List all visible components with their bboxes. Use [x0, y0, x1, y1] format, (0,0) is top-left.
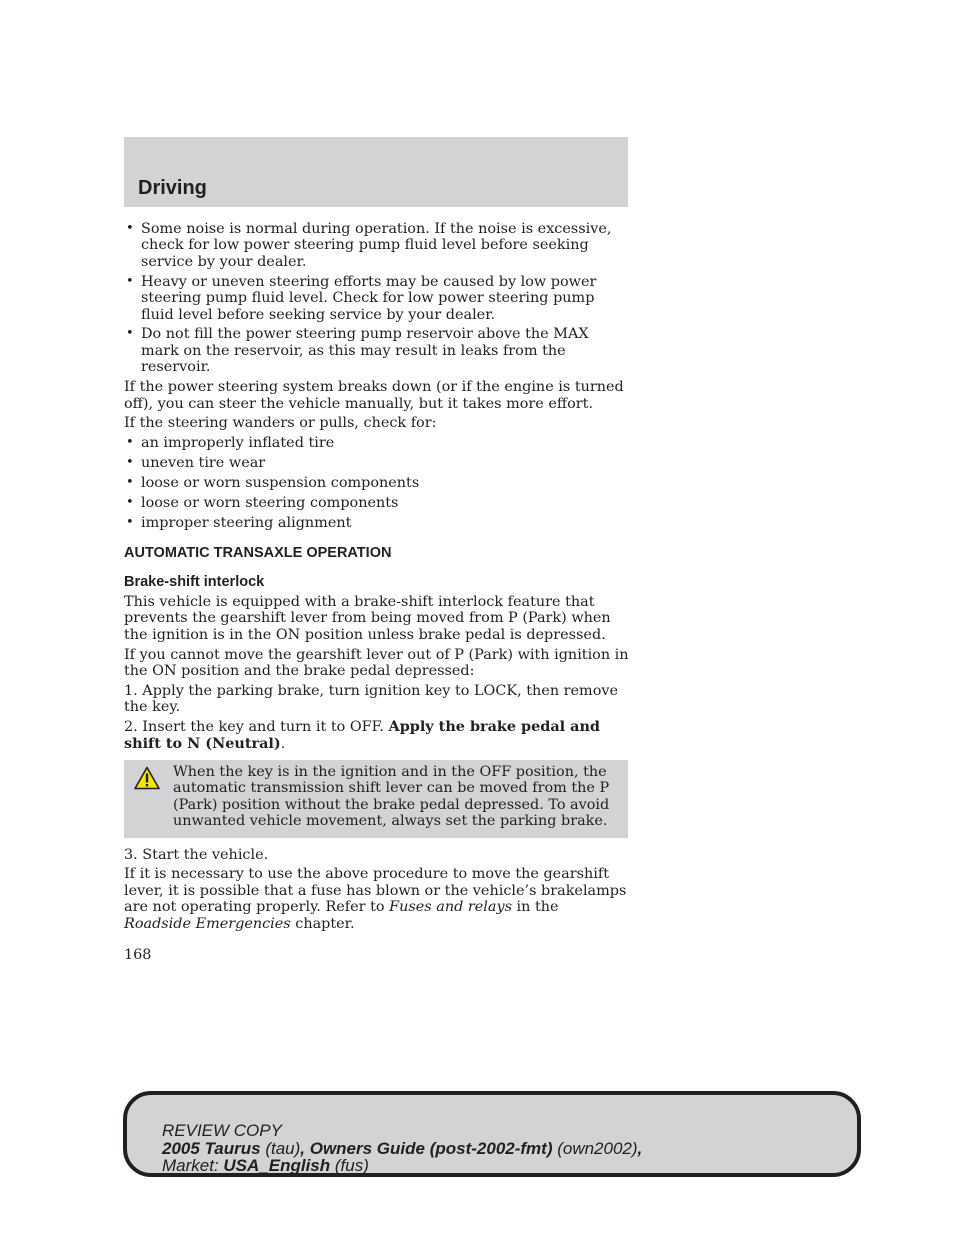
fuse-text: If it is necessary to use the above procedure to move the gearshift lever, it is possible that a fuse has blown or the vehicle’s brakelamps are not operating properly. Refer to: [124, 866, 627, 916]
subsection-heading: Brake-shift interlock: [124, 573, 265, 590]
list-item: • uneven tire wear: [124, 455, 630, 471]
list-item: • Heavy or uneven steering efforts may be caused by low power steering pump fluid level. Check for low power steering pump fluid level before seeking service by your dealer.: [124, 274, 630, 323]
warning-box: [124, 760, 628, 838]
step-2: [124, 719, 630, 752]
footer-guide-code: (own2002): [552, 1138, 638, 1158]
page-content: [124, 221, 630, 967]
fuse-ref-1: Fuses and relays: [389, 899, 512, 916]
paragraph-interlock: This vehicle is equipped with a brake-shift interlock feature that prevents the gearshift lever from being moved from P (Park) when the ignition is in the ON position unless brake pedal is depressed.: [124, 593, 611, 643]
footer-model-code: (tau): [260, 1138, 301, 1158]
warning-text: When the key is in the ignition and in the OFF position, the automatic transmission shift lever can be moved from the P (Park) position without the brake pedal depressed. To avoid unwanted vehicle movement, always set the parking brake.: [173, 763, 610, 830]
footer-model: 2005 Taurus: [162, 1138, 261, 1158]
section-title: Driving: [138, 177, 207, 199]
list-item: • an improperly inflated tire: [124, 435, 630, 451]
check-bullets: [124, 435, 630, 531]
fuse-ref-2: Roadside Emergencies: [124, 915, 291, 932]
footer-line-2: [162, 1140, 642, 1158]
footer-market-code: (fus): [330, 1156, 369, 1175]
step-2-text: 2. Insert the key and turn it to OFF.: [124, 719, 389, 736]
footer-line-3: [162, 1157, 642, 1175]
list-item: • Do not fill the power steering pump reservoir above the MAX mark on the reservoir, as this may result in leaks from the reservoir.: [124, 326, 630, 375]
footer-guide: , Owners Guide (post-2002-fmt): [300, 1138, 553, 1158]
list-item: • improper steering alignment: [124, 515, 630, 531]
footer-market-label: Market:: [162, 1156, 224, 1175]
paragraph-fuse: [124, 866, 630, 932]
paragraph-breakdown: If the power steering system breaks down (or if the engine is turned off), you can steer the vehicle manually, but it takes more effort.: [124, 379, 624, 412]
paragraph-cannot-move: If you cannot move the gearshift lever out of P (Park) with ignition in the ON position and the brake pedal depressed:: [124, 646, 629, 679]
list-item: • loose or worn suspension components: [124, 475, 630, 491]
step-1: 1. Apply the parking brake, turn ignition key to LOCK, then remove the key.: [124, 682, 619, 716]
paragraph-wanders: If the steering wanders or pulls, check for:: [124, 415, 437, 432]
fuse-text-mid: in the: [511, 899, 559, 916]
fuse-text-end: chapter.: [290, 915, 355, 932]
header-band: [124, 137, 628, 207]
page-number: 168: [124, 947, 152, 964]
footer-comma: ,: [637, 1138, 643, 1158]
list-item: • loose or worn steering components: [124, 495, 630, 511]
warning-triangle-icon: [134, 766, 160, 790]
section-heading: AUTOMATIC TRANSAXLE OPERATION: [124, 544, 392, 561]
power-steering-bullets: [124, 221, 630, 376]
footer-line-1: REVIEW COPY: [162, 1121, 282, 1140]
step-3: 3. Start the vehicle.: [124, 846, 269, 863]
list-item: • Some noise is normal during operation. If the noise is excessive, check for low power steering pump fluid level before seeking service by your dealer.: [124, 221, 630, 270]
footer-text: [162, 1122, 642, 1175]
step-2-bold: Apply the brake pedal and shift to N (Neutral): [124, 718, 600, 752]
step-2-end: .: [280, 735, 286, 752]
footer-market: USA_English: [223, 1156, 331, 1175]
review-copy-footer: [123, 1091, 861, 1177]
